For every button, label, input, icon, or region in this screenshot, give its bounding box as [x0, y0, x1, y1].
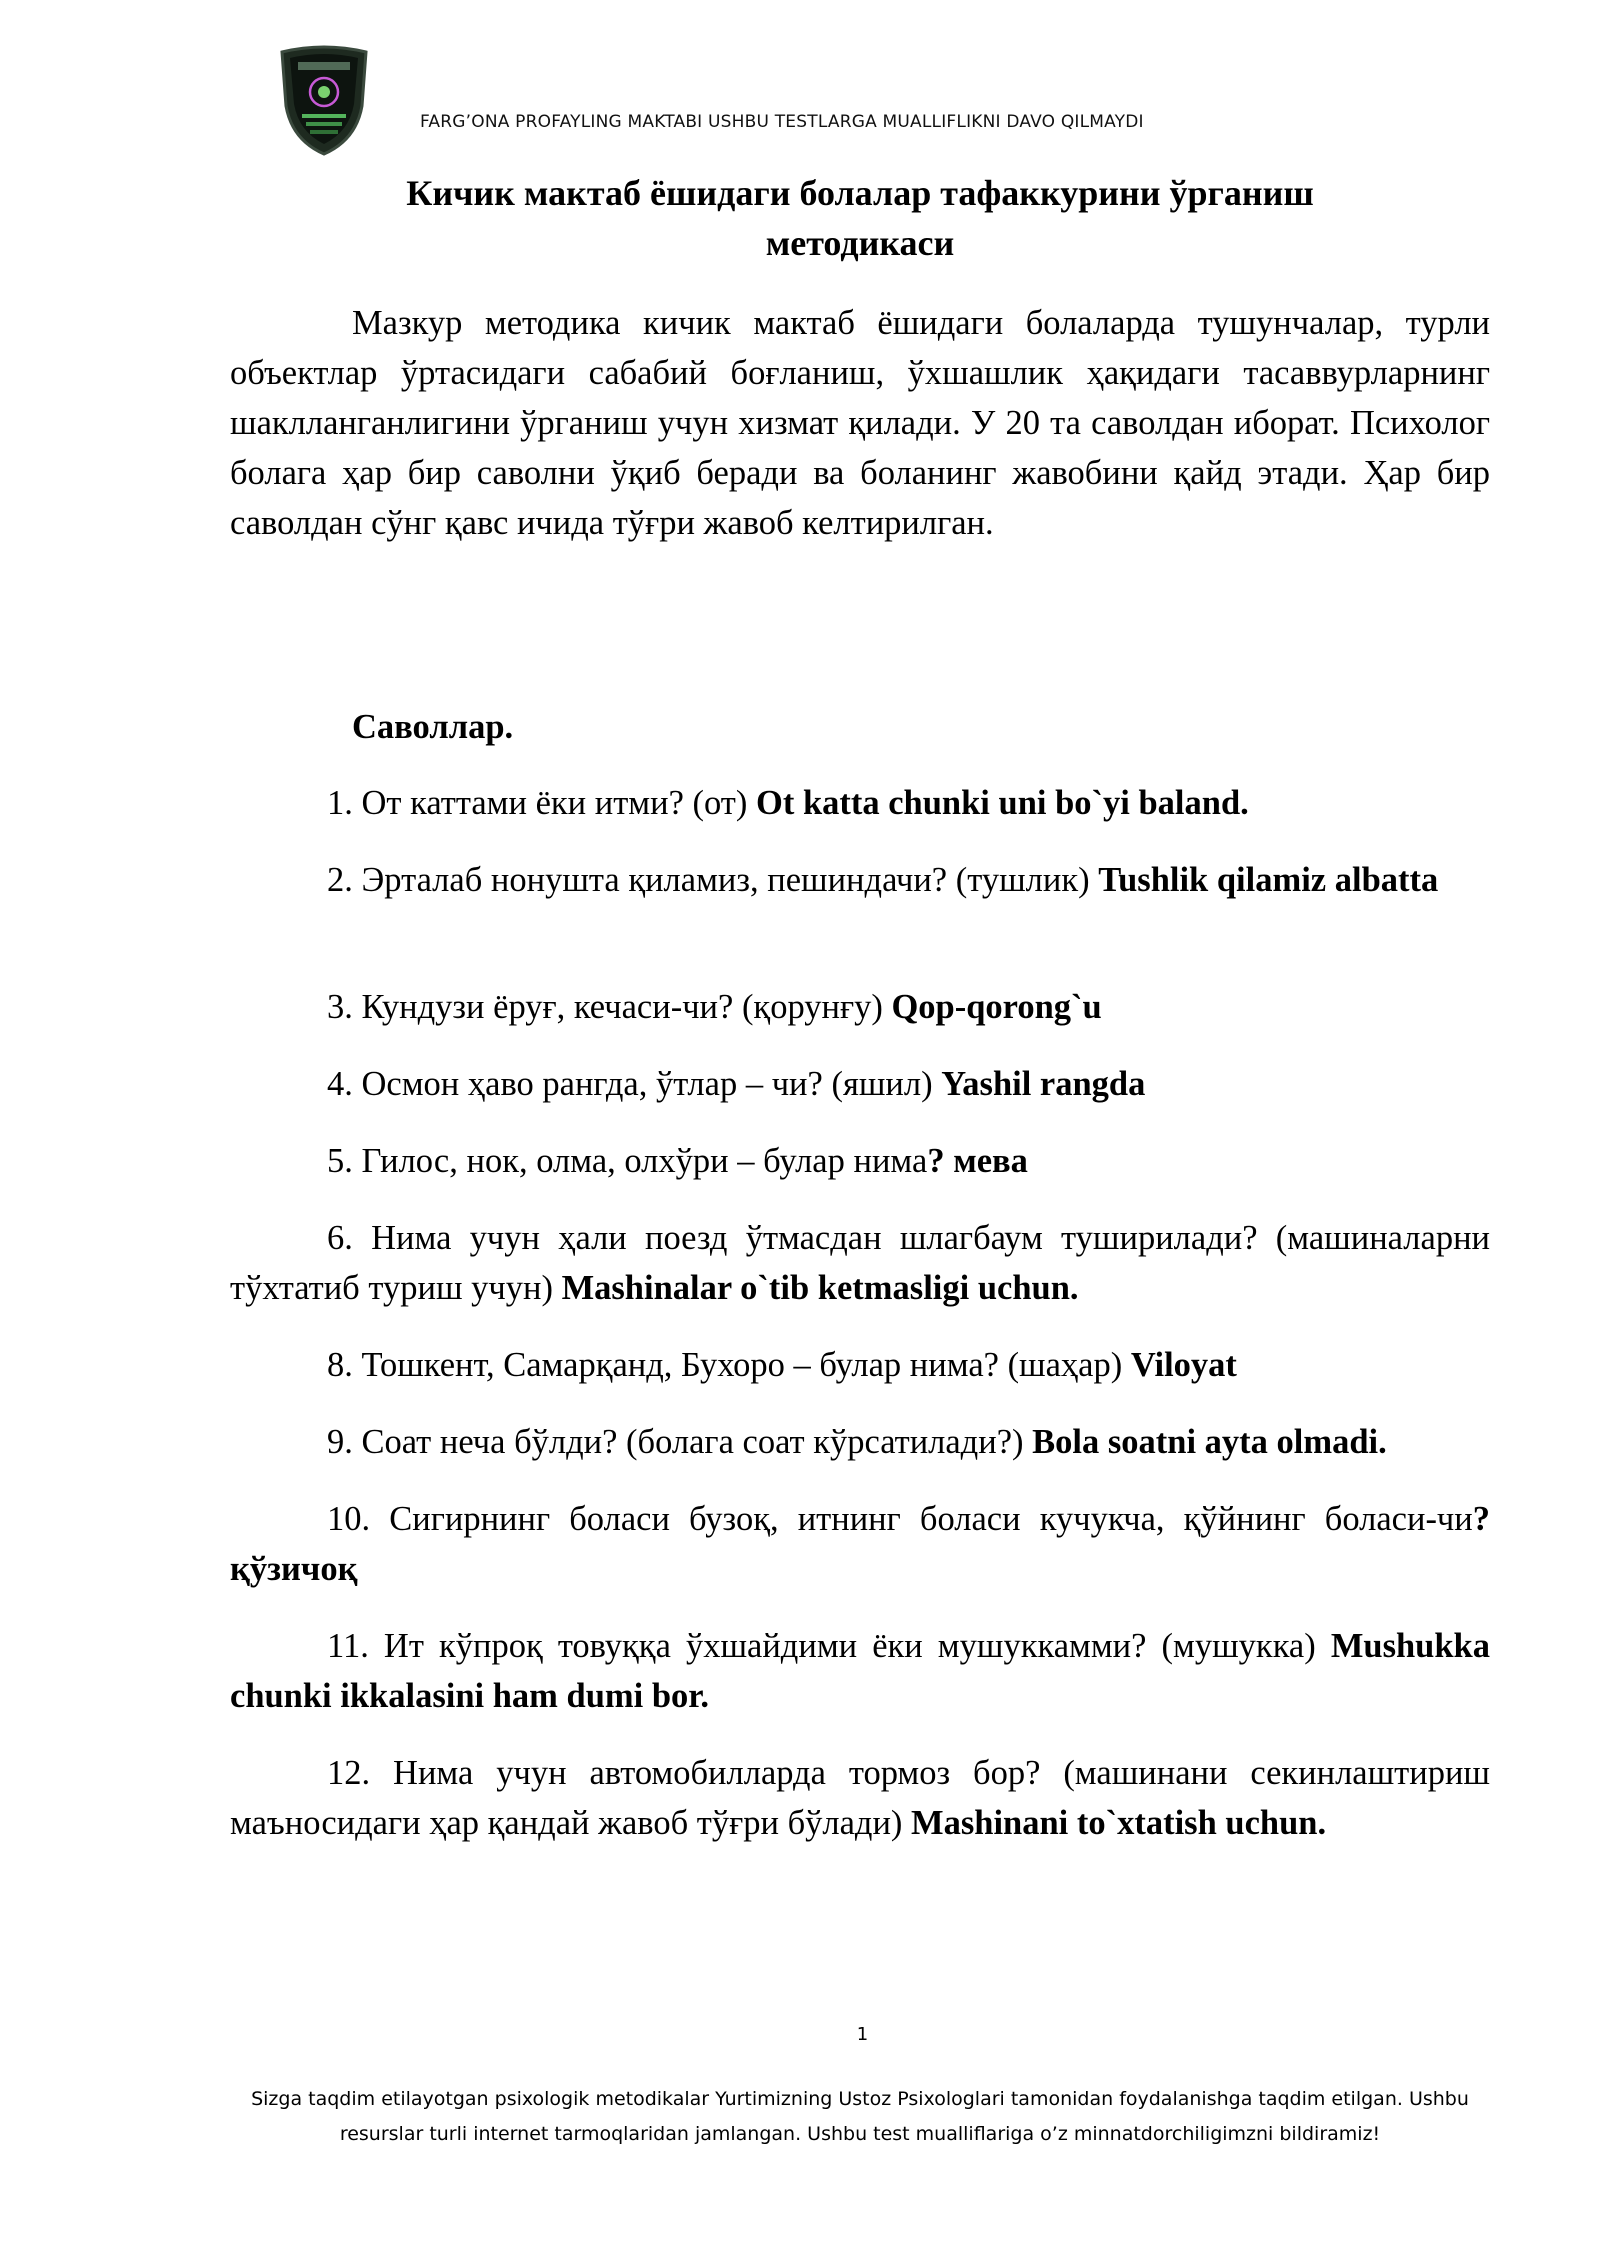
question-item	[230, 1340, 1490, 1390]
title-line-2: методикаси	[765, 223, 955, 263]
question-text: 9. Соат неча бўлди? (болага соат кўрсатилади?)	[327, 1423, 1033, 1461]
question-answer: ? мева	[927, 1142, 1028, 1180]
shield-logo-icon	[276, 44, 372, 156]
question-text: 5. Гилос, нок, олма, олхўри – булар нима	[327, 1142, 928, 1180]
page-number: 1	[856, 2024, 869, 2045]
question-answer: Mashinalar o`tib ketmasligi uchun.	[561, 1269, 1079, 1307]
question-text: 8. Тошкент, Самарқанд, Бухоро – булар нима? (шаҳар)	[327, 1346, 1131, 1384]
question-item	[230, 778, 1490, 828]
question-answer: Ot katta chunki uni bo`yi baland.	[756, 784, 1249, 822]
question-text: 4. Осмон ҳаво рангда, ўтлар – чи? (яшил)	[327, 1065, 942, 1103]
question-text: 10. Сигирнинг боласи бузоқ, итнинг боласи кучукча, қўйнинг боласи-чи	[327, 1500, 1473, 1538]
question-text: 2. Эрталаб нонушта қиламиз, пешиндачи? (тушлик)	[327, 861, 1099, 899]
footer-line-2: resurslar turli internet tarmoqlaridan jamlangan. Ushbu test mualliflariga o’z minnatdorchiligimzni bildiramiz!	[339, 2123, 1381, 2145]
intro-paragraph: Мазкур методика кичик мактаб ёшидаги болаларда тушунчалар, турли объектлар ўртасидаги сабабий боғланиш, ўхшашлик ҳақидаги тасаввурларнинг шаклланганлигини ўрганиш учун хизмат қилади. У 20 та саволдан иборат. Психолог болага ҳар бир саволни ўқиб беради ва боланинг жавобини қайд этади. Ҳар бир саволдан сўнг қавс ичида тўғри жавоб келтирилган.	[230, 304, 1490, 542]
question-answer: Mashinani to`xtatish uchun.	[911, 1804, 1327, 1842]
question-item	[230, 1494, 1490, 1594]
question-item	[230, 855, 1490, 905]
question-item	[230, 1213, 1490, 1313]
question-text: 11. Ит кўпроқ товуққа ўхшайдими ёки мушуккамми? (мушукка)	[327, 1627, 1331, 1665]
question-item	[230, 1621, 1490, 1721]
questions-heading: Саволлар.	[352, 708, 514, 746]
question-text: 1. От каттами ёки итми? (от)	[327, 784, 756, 822]
question-item	[230, 1748, 1490, 1848]
question-answer: Tushlik qilamiz albatta	[1098, 861, 1439, 899]
question-item	[230, 1417, 1490, 1467]
question-answer: Bola soatni ayta olmadi.	[1032, 1423, 1387, 1461]
question-text: 6. Нима учун ҳали поезд ўтмасдан шлагбаум туширилади? (машиналарни тўхтатиб туриш учун)	[230, 1219, 1490, 1307]
question-answer: Yashil rangda	[941, 1065, 1146, 1103]
title-line-1: Кичик мактаб ёшидаги болалар тафаккурини ўрганиш	[406, 173, 1314, 213]
page-title	[230, 168, 1490, 268]
question-item	[230, 982, 1490, 1032]
question-answer: Qop-qorong`u	[891, 988, 1102, 1026]
question-answer: Viloyat	[1130, 1346, 1237, 1384]
footer-line-1: Sizga taqdim etilayotgan psixologik metodikalar Yurtimizning Ustoz Psixologlari tamonidan foydalanishga taqdim etilgan. Ushbu	[251, 2088, 1469, 2110]
question-answer: Mushukka chunki ikkalasini ham dumi bor.	[230, 1627, 1490, 1715]
question-text: 12. Нима учун автомобилларда тормоз бор? (машинани секинлаштириш маъносидаги ҳар қандай жавоб тўғри бўлади)	[230, 1754, 1490, 1842]
header-disclaimer: FARG’ONA PROFAYLING MAKTABI USHBU TESTLARGA MUALLIFLIKNI DAVO QILMAYDI	[420, 112, 1144, 132]
question-answer: ? қўзичоқ	[230, 1500, 1490, 1588]
question-item	[230, 1136, 1490, 1186]
footer-note	[230, 2082, 1490, 2152]
question-item	[230, 1059, 1490, 1109]
question-text: 3. Кундузи ёруғ, кечаси-чи? (қорунғу)	[327, 988, 892, 1026]
